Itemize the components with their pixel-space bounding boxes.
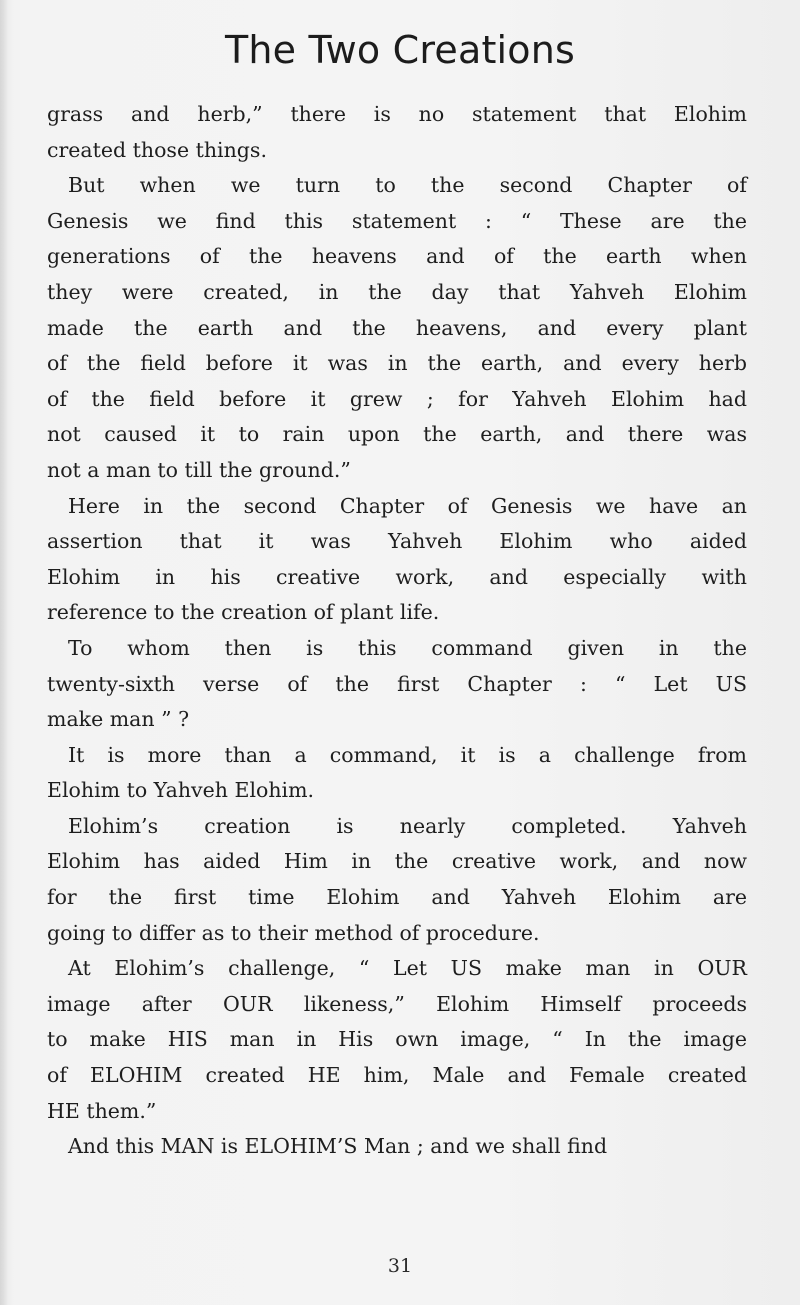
text-line: assertion that it was Yahveh Elohim who aided [47, 529, 747, 554]
text-line: It is more than a command, it is a challenge from [68, 742, 747, 767]
text-line: made the earth and the heavens, and every plant [47, 315, 747, 340]
text-line: Elohim to Yahveh Elohim. [47, 778, 315, 803]
text-line: going to differ as to their method of procedure. [47, 920, 540, 945]
text-line: reference to the creation of plant life. [47, 600, 440, 625]
text-line: To whom then is this command given in the [68, 635, 747, 660]
page-binding-shadow [0, 0, 8, 1305]
text-line: for the first time Elohim and Yahveh Elohim are [47, 885, 747, 910]
text-line: But when we turn to the second Chapter of [68, 173, 747, 198]
text-line: of ELOHIM created HE him, Male and Female created [47, 1063, 747, 1088]
text-line: make man ” ? [47, 707, 190, 732]
text-line: Elohim has aided Him in the creative work, and now [47, 849, 747, 874]
text-line: generations of the heavens and of the earth when [47, 244, 747, 269]
text-line: to make HIS man in His own image, “ In the image [47, 1027, 747, 1052]
text-line: grass and herb,” there is no statement that Elohim [47, 102, 747, 126]
text-line: image after OUR likeness,” Elohim Himself proceeds [47, 991, 747, 1016]
text-line: of the field before it was in the earth, and every herb [47, 351, 747, 376]
text-line: twenty-sixth verse of the first Chapter : “ Let US [47, 671, 747, 696]
text-line: Genesis we find this statement : “ These are the [47, 208, 747, 233]
text-line: Here in the second Chapter of Genesis we have an [68, 493, 747, 518]
body-text [47, 97, 747, 1165]
text-line: Elohim’s creation is nearly completed. Yahveh [68, 813, 747, 838]
text-line: they were created, in the day that Yahveh Elohim [47, 279, 747, 304]
text-line: not caused it to rain upon the earth, and there was [47, 422, 747, 447]
text-line: HE them.” [47, 1098, 157, 1123]
text-line: At Elohim’s challenge, “ Let US make man in OUR [68, 956, 747, 981]
text-line: created those things. [47, 137, 267, 162]
running-head-title: The Two Creations [224, 28, 576, 72]
text-line: not a man to till the ground.” [47, 457, 351, 482]
text-line: of the field before it grew ; for Yahveh Elohim had [47, 386, 747, 411]
text-line: Elohim in his creative work, and especially with [47, 564, 747, 589]
text-line: And this MAN is ELOHIM’S Man ; and we shall find [68, 1134, 608, 1159]
page-number: 31 [387, 1255, 413, 1277]
